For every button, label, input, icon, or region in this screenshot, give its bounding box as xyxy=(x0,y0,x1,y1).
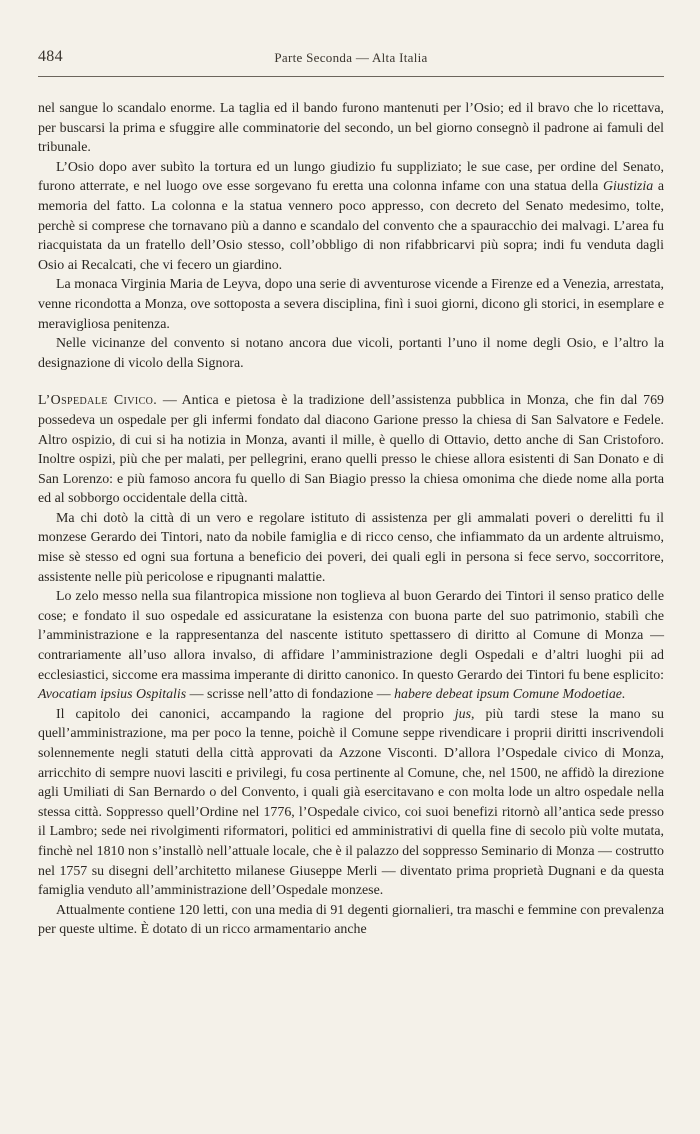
paragraph-8-italic: jus xyxy=(454,706,471,722)
paragraph-8 xyxy=(38,705,664,901)
paragraph-1-text: nel sangue lo scandalo enorme. La taglia ed il bando furono mantenuti per l’Osio; ed il bravo che lo ricettava, per buscarsi la prima e sfuggire alle comminatorie del secondo, un bel giorno consegnò il padrone ai famuli del tribunale. xyxy=(38,101,664,156)
paragraph-9 xyxy=(38,901,664,940)
header-rule xyxy=(38,76,664,77)
paragraph-9-text: Attualmente contiene 120 letti, con una media di 91 degenti giornalieri, tra maschi e femmine con prevalenza per queste ultime. È dotato di un ricco armamentario anche xyxy=(38,902,664,938)
paragraph-2-italic: Giustizia xyxy=(602,179,654,195)
running-head xyxy=(38,48,664,70)
paragraph-3 xyxy=(38,275,664,334)
page-number: 484 xyxy=(38,48,63,65)
paragraph-7-italic-2: habere debeat ipsum Comune Modoetiae. xyxy=(394,687,626,703)
paragraph-6-text: Ma chi dotò la città di un vero e regolare istituto di assistenza per gli ammalati poveri o derelitti fu il monzese Gerardo dei Tintori, nato da nobile famiglia e di ricco censo, che infiammato da un ardente altruismo, mise sè stesso ed ogni sua fortuna a beneficio dei poveri, dei quali egli in persona si fece servo, soccorritore, assistente nelle più pericolose e ripugnanti malattie. xyxy=(38,510,664,585)
paragraph-3-text: La monaca Virginia Maria de Leyva, dopo una serie di avventurose vicende a Firenze ed a Venezia, arrestata, venne ricondotta a Monza, ove sottoposta a severa disciplina, finì i suoi giorni, dicono gli storici, in esemplare e meravigliosa penitenza. xyxy=(38,277,664,332)
paragraph-8-post: , più tardi stese la mano su quell’amministrazione, ma per poco la tenne, poichè il Comune seppe rivendicare i proprii diritti inscrivendoli solennemente negli statuti della città approvati da Azzone Visconti. D’allora l’Ospedale civico di Monza, arricchito di sempre nuovi lasciti e privilegi, fu cosa pertinente al Comune, che, nel 1500, ne affidò la direzione agli Umiliati di San Bernardo o del Convento, i quali già esercitavano e con molta lode un altro ospedale nella stessa città. Soppresso quell’Ordine nel 1776, l’Ospedale civico, coi suoi benefizi ritornò all’antica sede presso il Lambro; sede nei rivolgimenti riformatori, politici ed amministrativi di quella fine di secolo più volte mutata, finchè nel 1810 non s’installò nell’attuale locale, che è il palazzo del soppresso Seminario di Monza — costrutto nel 1757 su disegni dell’architetto milanese Giuseppe Merli — diventato prima proprietà Dugnani e da questa famiglia venduto all’amministrazione dell’Ospedale monzese. xyxy=(38,706,664,899)
paragraph-2 xyxy=(38,158,664,276)
paragraph-6 xyxy=(38,509,664,587)
paragraph-2-post: a memoria del fatto. La colonna e la statua vennero poco appresso, con decreto del Senato medesimo, tolte, perchè si comprese che tornavano più a danno e scandalo del convento che a spauracchio dei malvagi. L’area fu riacquistata da un fratello dell’Osio stesso, coll’obbligo di non rifabbricarvi più sopra; indi fu venduta dagli Osio ai Recalcati, che vi fecero un giardino. xyxy=(38,179,664,273)
paragraph-2-pre: L’Osio dopo aver subìto la tortura ed un lungo giudizio fu suppliziato; le sue case, per ordine del Senato, furono atterrate, e nel luogo ove esse sorgevano fu eretta una colonna infame con una statua della xyxy=(38,159,664,195)
paragraph-7-italic-1: Avocatiam ipsius Ospitalis xyxy=(38,687,187,703)
paragraph-5-text: — Antica e pietosa è la tradizione dell’assistenza pubblica in Monza, che fin dal 769 possedeva un ospedale per gli infermi fondato dal diacono Garione presso la chiesa di San Salvatore e Fedele. Altro ospizio, di cui si ha notizia in Monza, avanti il mille, è quello di Ottavio, detto anche di San Cristoforo. Inoltre ospizi, più che per malati, per pellegrini, erano quelli presso le chiese allora esistenti di San Donato e di San Lorenzo: e più famoso ancora fu quello di San Biagio presso la chiesa omonima che diede nome alla porta ed al sobborgo occidentale della città. xyxy=(38,393,664,507)
section-heading: L’Ospedale Civico. xyxy=(38,393,158,409)
section-gap xyxy=(38,373,664,391)
body-text xyxy=(38,99,664,940)
paragraph-4 xyxy=(38,334,664,373)
running-title: Parte Seconda — Alta Italia xyxy=(274,50,428,65)
paragraph-8-pre: Il capitolo dei canonici, accampando la ragione del proprio xyxy=(56,706,455,722)
paragraph-4-text: Nelle vicinanze del convento si notano ancora due vicoli, portanti l’uno il nome degli Osio, e l’altro la designazione di vicolo della Signora. xyxy=(38,336,664,371)
paragraph-1 xyxy=(38,99,664,158)
paragraph-7-mid: — scrisse nell’atto di fondazione — xyxy=(186,687,395,703)
paragraph-7 xyxy=(38,587,664,705)
paragraph-7-pre: Lo zelo messo nella sua filantropica missione non toglieva al buon Gerardo dei Tintori il senso pratico delle cose; e fondato il suo ospedale ed assicuratane la esistenza con buona parte del suo patrimonio, stabilì che l’amministrazione e la rappresentanza del nascente istituto spettassero di diritto al Comune di Monza — contrariamente all’uso allora invalso, di affidare l’amministrazione degli Ospedali e d’altri luoghi pii ad ecclesiastici, siccome era massima imperante di diritto canonico. In questo Gerardo dei Tintori fu bene esplicito: xyxy=(38,589,664,683)
paragraph-5 xyxy=(38,391,664,509)
